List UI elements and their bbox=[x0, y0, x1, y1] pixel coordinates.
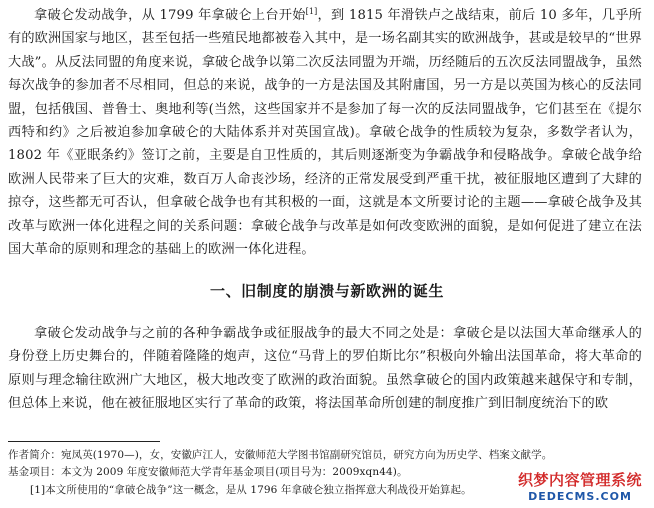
fund-note: 基金项目：本文为 2009 年度安徽师范大学青年基金项目(项目号为：2009xqn44)。 bbox=[8, 466, 408, 478]
body-paragraph-section-1: 拿破仑发动战争与之前的各种争霸战争或征服战争的最大不同之处是：拿破仑是以法国大革命继承人的身份登上历史舞台的，伴随着隆隆的炮声，这位“马背上的罗伯斯比尔”积极向外输出法国革命，将大革命的原则与理念输往欧洲广大地区，极大地改变了欧洲的政治面貌。虽然拿破仑的国内政策越来越保守和专制，但总体上来说，他在被征服地区实行了革命的政策，将法国革命所创建的制度推广到旧制度统治下的欧 bbox=[8, 326, 642, 412]
footnote-1: [1]本文所使用的“拿破仑战争”这一概念，是从 1796 年拿破仑独立指挥意大利战役开始算起。 bbox=[30, 484, 472, 496]
footnote-divider bbox=[8, 441, 160, 442]
body-paragraph-intro bbox=[8, 4, 642, 261]
author-note: 作者简介：宛凤英(1970—)，女，安徽庐江人，安徽师范大学图书馆副研究馆员，研究方向为历史学、档案文献学。 bbox=[8, 449, 553, 461]
watermark-title: 织梦内容管理系统 bbox=[517, 471, 642, 489]
section-heading: 一、旧制度的崩溃与新欧洲的诞生 bbox=[209, 282, 444, 300]
watermark-domain: DEDECMS.COM bbox=[528, 490, 632, 503]
paragraph-text-rest: ，到 1815 年滑铁卢之战结束，前后 10 多年，几乎所有的欧洲国家与地区，甚至包括一些殖民地都被卷入其中，是一场名副其实的欧洲战争，甚或是较早的“世界大战”。从反法同盟的角度来说，拿破仑战争以第二次反法同盟为开端，历经随后的五次反法同盟战争，虽然每次战争的参加者不尽相同，但总的来说，战争的一方是法国及其附庸国，另一方是以英国为核心的反法同盟，包括俄国、普鲁士、奥地利等(当然，这些国家并不是参加了每一次的反法同盟战争，它们甚至在《提尔西特和约》之后被迫参加拿破仑的大陆体系并对英国宣战)。拿破仑战争的性质较为复杂，多数学者认为，1802 年《亚眠条约》签订之前，主要是自卫性质的，其后则逐渐变为争霸战争和侵略战争。拿破仑战争给欧洲人民带来了巨大的灾难，数百万人命丧沙场，经济的正常发展受到严重干扰，被征服地区遭到了大肆的掠夺，这些都无可否认，但拿破仑战争也有其积极的一面，这就是本文所要讨论的主题——拿破仑战争及其改革与欧洲一体化进程之间的关系问题：拿破仑战争与改革是如何改变欧洲的面貌，是如何促进了建立在法国大革命的原则和理念的基础上的欧洲一体化进程。 bbox=[8, 8, 642, 258]
watermark-logo bbox=[510, 470, 650, 504]
paragraph-text-start: 拿破仑发动战争，从 1799 年拿破仑上台开始 bbox=[34, 8, 306, 23]
footnote-reference[interactable]: [1] bbox=[305, 7, 318, 16]
